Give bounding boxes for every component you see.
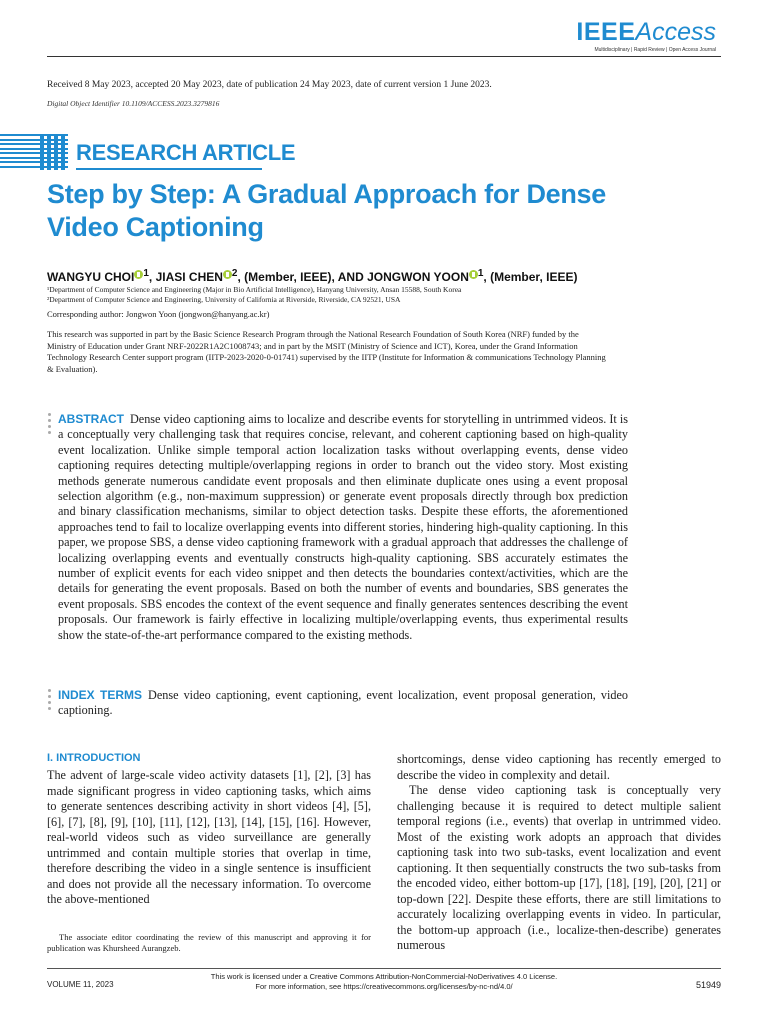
intro-column-left: [47, 768, 371, 908]
license-line: This work is licensed under a Creative Commons Attribution-NonCommercial-NoDerivatives 4.0 License.: [210, 972, 558, 981]
volume: VOLUME 11, 2023: [47, 980, 114, 989]
banner-bar: [61, 134, 65, 170]
abstract-text: Dense video captioning aims to localize and describe events for storytelling in untrimmed videos. It is a conceptually very challenging task that requires concise, relevant, and coherent captioning based on high-quality event localization. Unlike simple temporal action localization tasks without overlapping events, dense video captioning requires detecting multiple/overlapping regions in order to branch out the video story. Most existing methods generate numerous candidate event proposals and then eliminate duplicate ones using a event proposal selection algorithm (e.g., non-maximum suppression) or generate event proposals directly through box prediction and binary classification mechanisms, similar to object detection tasks. Despite these efforts, the aforementioned approaches tend to fail to localize overlapping events into different stories, hindering high-quality captioning. In this paper, we propose SBS, a dense video captioning framework with a gradual approach that addresses the challenge of localizing overlapping events and eventually constructs high-quality captioning. SBS accurately estimates the number of explicit events for each video snippet and then detects the boundaries context/activities, which are the details for generating the event proposals. Based on both the number of events and boundaries, SBS generates the event proposals. SBS encodes the context of the event sequence and finally generates sentences describing the event proposals. Our framework is fairly effective in localizing multiple/overlapping events, thus experimental results show the state-of-the-art performance compared to the existing methods.: [58, 412, 628, 642]
banner-bar: [54, 134, 58, 170]
orcid-icon[interactable]: [134, 270, 143, 279]
intro-column-right: [397, 752, 721, 954]
orcid-icon[interactable]: [469, 270, 478, 279]
author-list: [47, 268, 577, 284]
abstract-label: ABSTRACT: [58, 412, 124, 426]
logo-bold: IEEE: [576, 18, 636, 46]
footer-divider: [47, 968, 721, 969]
author-role: , (Member, IEEE): [483, 270, 578, 284]
index-terms-text: Dense video captioning, event captioning, event localization, event proposal generation, video captioning.: [58, 688, 628, 718]
received-dates: Received 8 May 2023, accepted 20 May 2023, date of publication 24 May 2023, date of current version 1 June 2023.: [47, 80, 492, 90]
index-terms: [58, 688, 628, 719]
banner-bar: [47, 134, 51, 170]
orcid-icon[interactable]: [223, 270, 232, 279]
author-sup: 2: [231, 268, 238, 279]
page-number: 51949: [695, 980, 721, 990]
editor-note: The associate editor coordinating the review of this manuscript and approving it for publication was Khursheed Aurangzeb.: [47, 932, 371, 953]
doi: Digital Object Identifier 10.1109/ACCESS.2023.3279816: [47, 99, 220, 108]
paragraph: The dense video captioning task is conceptually very challenging because it is required to detect multiple salient temporal regions (i.e., events) that overlap in untrimmed video. Most of the existing work adopts an approach that divides captioning task into two sub-tasks, event localization and event captioning. It then sequentially constructs the two sub-tasks from the encoded video, either bottom-up [17], [18], [19], [20], [21] or top-down [22]. Despite these efforts, there are still limitations to accurately localizing overlapping events in video. In particular, the bottom-up approach (i.e., localize-then-describe) generates numerous: [397, 783, 721, 952]
affiliation: ²Department of Computer Science and Engineering, University of California at Riverside, Riverside, CA 92521, USA: [47, 295, 401, 304]
author-name: WANGYU CHOI: [47, 270, 135, 284]
abstract-dots: [48, 413, 52, 437]
affiliation: ¹Department of Computer Science and Engineering (Major in Bio Artificial Intelligence), Hanyang University, Ansan 15588, South Korea: [47, 285, 462, 294]
paper-title: Step by Step: A Gradual Approach for Dense Video Captioning: [47, 179, 606, 242]
author-name: , (Member, IEEE), AND JONGWON YOON: [237, 270, 469, 284]
journal-logo: [576, 18, 716, 46]
author-name: , JIASI CHEN: [148, 270, 223, 284]
paragraph: The advent of large-scale video activity datasets [1], [2], [3] has made significant progress in video captioning tasks, which aims to generate sentences describing activity in short videos [4], [5], [6], [7], [8], [9], [10], [11], [12], [13], [14], [15], [16]. However, real-world videos such as video surveillance are generally untrimmed and contain multiple stories that overlap in time, therefore describing the video in a single sentence is insufficient and does not provide all the necessary information. To overcome the above-mentioned: [47, 768, 371, 906]
paragraph: shortcomings, dense video captioning has recently emerged to describe the video in complexity and detail.: [397, 752, 721, 782]
section-heading: I. INTRODUCTION: [47, 752, 141, 764]
article-type: RESEARCH ARTICLE: [76, 140, 296, 165]
index-terms-label: INDEX TERMS: [58, 688, 143, 702]
logo-light: Access: [635, 18, 716, 46]
index-dots: [48, 689, 52, 713]
funding-note: This research was supported in part by the Basic Science Research Program through the National Research Foundation of South Korea (NRF) funded by the Ministry of Education under Grant NRF-2022R1A2C1008743; and in part by the MSIT (Ministry of Science and ICT), Korea, under the Grand Information Technology Research Center support program (IITP-2023-2020-0-01741) supervised by the IITP (Institute for Information & communications Technology Planning & Evaluation).: [47, 329, 606, 374]
header-divider: [47, 56, 721, 57]
corresponding-author: Corresponding author: Jongwon Yoon (jongwon@hanyang.ac.kr): [47, 309, 270, 319]
banner-bar: [40, 134, 44, 170]
journal-tagline: Multidisciplinary | Rapid Review | Open Access Journal: [594, 47, 716, 53]
license-link[interactable]: For more information, see https://creativecommons.org/licenses/by-nc-nd/4.0/: [255, 982, 513, 991]
author-sup: 1: [143, 268, 149, 279]
abstract: [58, 412, 628, 643]
author-sup: 1: [477, 268, 484, 279]
banner-underline: [76, 168, 262, 170]
